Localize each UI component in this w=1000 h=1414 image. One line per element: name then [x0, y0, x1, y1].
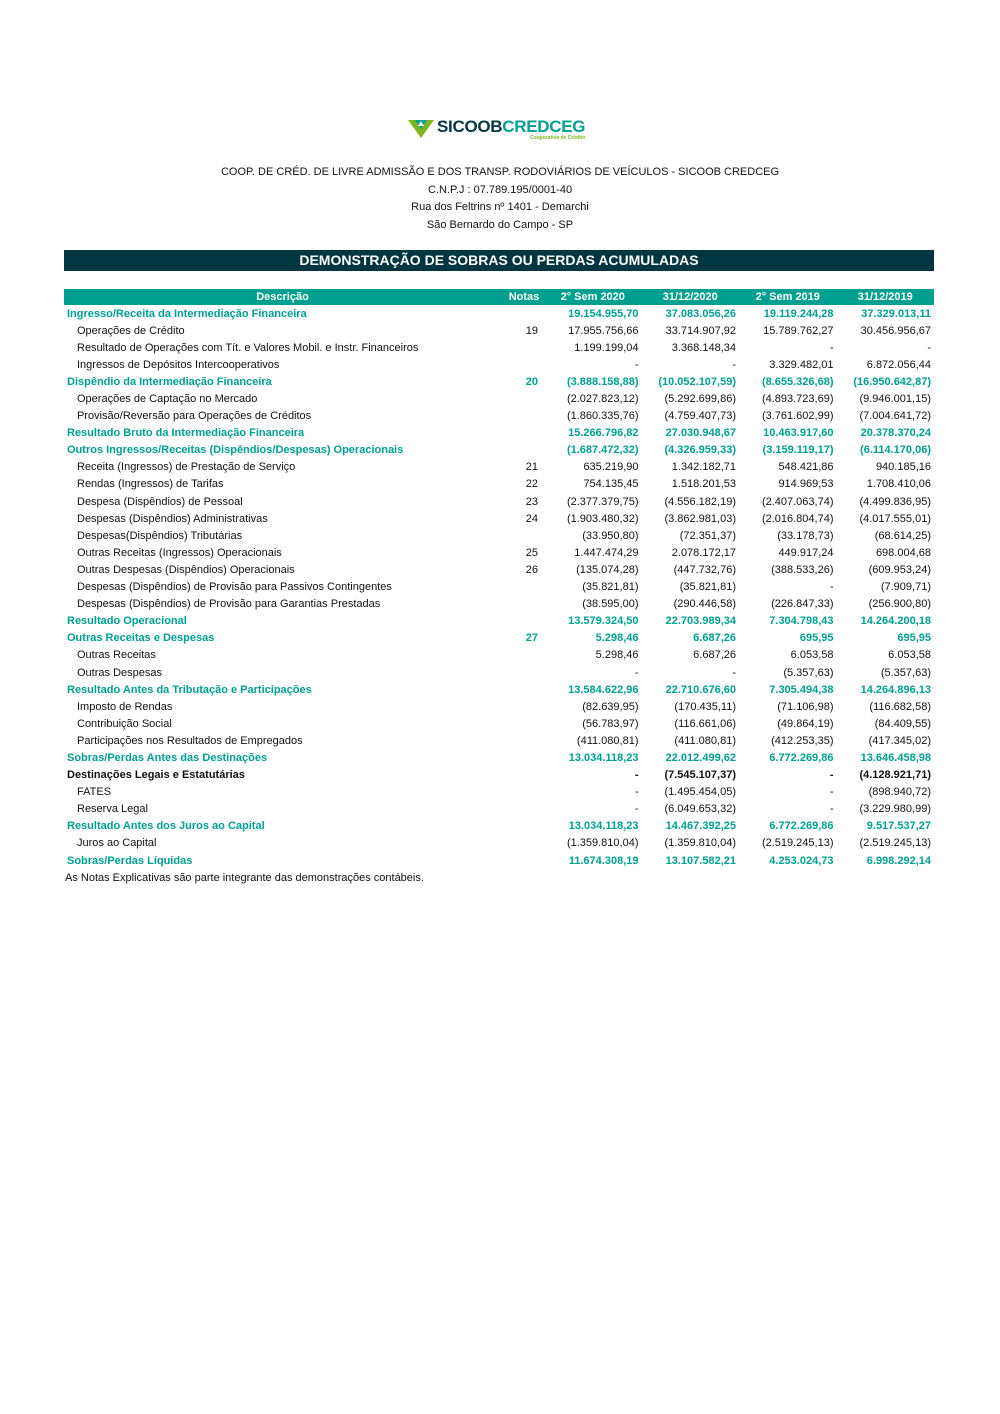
table-row: [64, 664, 934, 681]
value-2sem-2020: 5.298,46: [595, 632, 639, 645]
brand-tagline: Cooperativa de Crédito: [530, 135, 586, 141]
row-notas: 25: [525, 546, 538, 559]
value-2sem-2020: (35.821,81): [582, 581, 639, 594]
value-31-12-2020: 2.078.172,17: [671, 546, 736, 559]
table-row: [64, 442, 934, 459]
value-31-12-2020: 33.714.907,92: [665, 324, 736, 337]
value-2sem-2020: (33.950,80): [582, 529, 639, 542]
value-31-12-2019: (417.345,02): [868, 734, 931, 747]
value-2sem-2020: (3.888.158,88): [566, 375, 639, 388]
value-31-12-2020: 3.368.148,34: [671, 341, 736, 354]
value-2sem-2020: 13.579.324,50: [568, 615, 639, 628]
value-31-12-2019: 37.329.013,11: [861, 307, 931, 320]
table-row: [64, 681, 934, 698]
row-notas: 24: [525, 512, 538, 525]
value-31-12-2020: (4.759.407,73): [664, 410, 736, 423]
value-2sem-2020: -: [634, 769, 639, 782]
value-31-12-2019: (84.409,55): [874, 717, 931, 730]
value-2sem-2019: 4.253.024,73: [769, 854, 834, 867]
table-row: [64, 408, 934, 425]
value-31-12-2020: (411.080,81): [674, 734, 736, 747]
value-31-12-2019: (7.004.641,72): [859, 410, 931, 423]
row-notas: [504, 681, 544, 698]
row-description: Operações de Crédito: [77, 324, 185, 337]
row-notas: [504, 784, 544, 801]
row-notas: 21: [525, 461, 538, 474]
row-description: Sobras/Perdas Líquidas: [67, 854, 193, 867]
value-2sem-2019: 6.772.269,86: [769, 751, 834, 764]
table-row: [64, 339, 934, 356]
value-31-12-2020: 37.083.056,26: [665, 307, 736, 320]
row-description: Reserva Legal: [77, 803, 148, 816]
table-row: [64, 425, 934, 442]
table-row: [64, 459, 934, 476]
row-description: Outras Despesas: [77, 666, 162, 679]
value-2sem-2020: (1.860.335,76): [566, 410, 639, 423]
value-2sem-2019: (3.761.602,99): [761, 410, 834, 423]
value-31-12-2019: 698.004,68: [875, 546, 931, 559]
value-31-12-2020: -: [732, 666, 736, 679]
row-description: Despesa (Dispêndios) de Pessoal: [77, 495, 243, 508]
table-row: [64, 784, 934, 801]
row-notas: 19: [525, 324, 538, 337]
row-description: Provisão/Reversão para Operações de Créditos: [77, 410, 312, 423]
value-31-12-2020: (116.661,06): [674, 717, 736, 730]
footnote: As Notas Explicativas são parte integrante das demonstrações contábeis.: [65, 872, 424, 884]
row-notas: [504, 305, 544, 322]
table-row: [64, 356, 934, 373]
value-31-12-2020: (290.446,58): [673, 598, 736, 611]
value-2sem-2020: 1.447.474,29: [574, 546, 639, 559]
value-2sem-2019: (71.106,98): [777, 700, 834, 713]
row-description: Dispêndio da Intermediação Financeira: [67, 375, 272, 388]
value-2sem-2019: -: [829, 341, 834, 354]
value-31-12-2019: (4.499.836,95): [859, 495, 931, 508]
value-31-12-2020: 22.012.499,62: [665, 751, 736, 764]
row-description: Destinações Legais e Estatutárias: [67, 769, 245, 782]
value-31-12-2019: (68.614,25): [874, 529, 931, 542]
row-notas: [504, 732, 544, 749]
row-description: Despesas(Dispêndios) Tributárias: [77, 529, 243, 542]
organization-cnpj: C.N.P.J : 07.789.195/0001-40: [427, 183, 573, 196]
value-31-12-2019: (4.017.555,01): [859, 512, 931, 525]
value-31-12-2020: 22.710.676,60: [665, 683, 736, 696]
value-31-12-2020: 1.518.201,53: [671, 478, 736, 491]
row-description: Rendas (Ingressos) de Tarifas: [77, 478, 224, 491]
row-notas: [504, 767, 544, 784]
value-31-12-2019: 14.264.896,13: [860, 683, 931, 696]
table-row: [64, 579, 934, 596]
row-notas: 20: [525, 375, 538, 388]
row-description: Imposto de Rendas: [77, 700, 173, 713]
row-description: Ingressos de Depósitos Intercooperativos: [77, 358, 280, 371]
row-description: Resultado Bruto da Intermediação Financeira: [67, 427, 305, 440]
row-description: Outros Ingressos/Receitas (Dispêndios/Despesas) Operacionais: [67, 444, 404, 457]
value-31-12-2019: (4.128.921,71): [859, 769, 931, 782]
column-header-31-12-2020: 31/12/2020: [642, 289, 740, 305]
table-row: [64, 390, 934, 407]
row-description: Contribuição Social: [77, 717, 172, 730]
row-notas: [504, 390, 544, 407]
value-2sem-2019: (33.178,73): [777, 529, 834, 542]
value-2sem-2020: 5.298,46: [595, 649, 639, 662]
row-notas: [504, 749, 544, 766]
value-2sem-2019: 6.053,58: [790, 649, 834, 662]
value-2sem-2020: (2.027.823,12): [566, 393, 639, 406]
row-notas: 26: [525, 563, 538, 576]
value-31-12-2019: (116.682,58): [869, 700, 931, 713]
table-row: [64, 749, 934, 766]
value-31-12-2019: 13.646.458,98: [860, 751, 931, 764]
table-row: [64, 818, 934, 835]
value-31-12-2019: (2.519.245,13): [859, 837, 931, 850]
value-2sem-2019: (2.016.804,74): [761, 512, 834, 525]
row-notas: [504, 425, 544, 442]
row-description: Participações nos Resultados de Empregados: [77, 734, 303, 747]
value-2sem-2020: 11.674.308,19: [568, 854, 639, 867]
sicoob-triangle-icon: [408, 118, 434, 138]
value-31-12-2019: 1.708.410,06: [866, 478, 931, 491]
row-description: Sobras/Perdas Antes das Destinações: [67, 751, 268, 764]
table-row: [64, 698, 934, 715]
value-31-12-2019: (898.940,72): [868, 786, 931, 799]
row-description: Despesas (Dispêndios) de Provisão para Passivos Contingentes: [77, 581, 392, 594]
value-31-12-2019: 6.872.056,44: [866, 358, 931, 371]
row-notas: [504, 835, 544, 852]
value-2sem-2019: (226.847,33): [771, 598, 834, 611]
value-2sem-2019: (4.893.723,69): [761, 393, 834, 406]
value-2sem-2020: 1.199.199,04: [574, 341, 639, 354]
value-2sem-2019: 7.305.494,38: [769, 683, 834, 696]
value-31-12-2020: (72.351,37): [679, 529, 736, 542]
table-row: [64, 322, 934, 339]
value-2sem-2019: 548.421,86: [778, 461, 834, 474]
table-row: [64, 510, 934, 527]
row-description: Resultado Operacional: [67, 615, 187, 628]
row-notas: [504, 356, 544, 373]
value-31-12-2019: (5.357,63): [880, 666, 931, 679]
value-2sem-2020: 19.154.955,70: [568, 307, 639, 320]
value-2sem-2019: -: [829, 803, 834, 816]
row-notas: [504, 408, 544, 425]
table-row: [64, 544, 934, 561]
table-row: [64, 630, 934, 647]
value-2sem-2020: -: [634, 666, 639, 679]
column-header-2sem-2020: 2° Sem 2020: [544, 289, 642, 305]
value-31-12-2019: 14.264.200,18: [860, 615, 931, 628]
value-2sem-2020: (135.074,28): [576, 563, 639, 576]
value-31-12-2020: 1.342.182,71: [671, 461, 736, 474]
value-2sem-2019: (2.519.245,13): [761, 837, 834, 850]
row-notas: [504, 647, 544, 664]
row-description: Despesas (Dispêndios) de Provisão para Garantias Prestadas: [77, 598, 381, 611]
statement-title: DEMONSTRAÇÃO DE SOBRAS OU PERDAS ACUMULADAS: [64, 250, 934, 271]
row-description: Outras Receitas: [77, 649, 156, 662]
row-description: Despesas (Dispêndios) Administrativas: [77, 512, 268, 525]
value-2sem-2019: (49.864,19): [777, 717, 834, 730]
value-2sem-2020: 17.955.756,66: [568, 324, 639, 337]
column-header-31-12-2019: 31/12/2019: [837, 289, 935, 305]
table-row: [64, 527, 934, 544]
value-31-12-2019: (16.950.642,87): [853, 375, 931, 388]
value-31-12-2020: (447.732,76): [673, 563, 736, 576]
value-2sem-2019: 19.119.244,28: [763, 307, 834, 320]
row-notas: [504, 442, 544, 459]
table-row: [64, 613, 934, 630]
value-2sem-2019: 914.969,53: [778, 478, 834, 491]
value-31-12-2019: (7.909,71): [880, 581, 931, 594]
value-31-12-2019: 6.998.292,14: [866, 854, 931, 867]
value-2sem-2020: -: [634, 786, 639, 799]
table-row: [64, 476, 934, 493]
value-31-12-2019: 30.456.956,67: [860, 324, 931, 337]
value-31-12-2020: (1.495.454,05): [664, 786, 736, 799]
value-31-12-2019: (609.953,24): [868, 563, 931, 576]
value-31-12-2020: (7.545.107,37): [664, 769, 736, 782]
value-2sem-2020: (82.639,95): [582, 700, 639, 713]
value-2sem-2019: (388.533,26): [771, 563, 834, 576]
value-31-12-2019: (6.114.170,06): [860, 444, 931, 457]
value-31-12-2019: 695,95: [897, 632, 931, 645]
value-31-12-2020: (6.049.653,32): [664, 803, 736, 816]
value-2sem-2020: 13.034.118,23: [568, 820, 639, 833]
row-notas: [504, 801, 544, 818]
value-2sem-2020: -: [634, 803, 639, 816]
organization-name: COOP. DE CRÉD. DE LIVRE ADMISSÃO E DOS TRANSP. RODOVIÁRIOS DE VEÍCULOS - SICOOB CREDCEG: [220, 166, 780, 178]
value-31-12-2020: (4.326.959,33): [664, 444, 736, 457]
value-31-12-2019: 940.185,16: [875, 461, 931, 474]
value-2sem-2020: 13.584.622,96: [568, 683, 639, 696]
value-2sem-2019: (2.407.063,74): [761, 495, 834, 508]
value-31-12-2019: 9.517.537,27: [866, 820, 931, 833]
row-notas: [504, 579, 544, 596]
value-2sem-2019: 695,95: [799, 632, 834, 645]
brand-name-part1: SICOOB: [437, 117, 503, 136]
table-row: [64, 801, 934, 818]
value-2sem-2019: (8.655.326,68): [761, 375, 834, 388]
value-31-12-2019: 20.378.370,24: [860, 427, 931, 440]
value-2sem-2020: (1.687.472,32): [566, 444, 639, 457]
value-31-12-2020: (5.292.699,86): [664, 393, 736, 406]
value-31-12-2019: 6.053,58: [888, 649, 931, 662]
brand-name: [437, 118, 585, 135]
value-31-12-2019: (9.946.001,15): [859, 393, 931, 406]
value-31-12-2020: 22.703.989,34: [665, 615, 736, 628]
value-31-12-2020: 6.687,26: [693, 649, 736, 662]
row-description: Operações de Captação no Mercado: [77, 393, 258, 406]
value-31-12-2020: -: [732, 358, 736, 371]
sicoob-logo: [408, 118, 598, 148]
table-row: [64, 596, 934, 613]
table-row: [64, 561, 934, 578]
row-notas: [504, 852, 544, 869]
table-row: [64, 732, 934, 749]
column-header-notas: Notas: [504, 289, 544, 305]
value-2sem-2019: 449.917,24: [778, 546, 834, 559]
organization-header: [0, 164, 1000, 234]
value-2sem-2020: (38.595,00): [582, 598, 639, 611]
table-row: [64, 852, 934, 869]
row-notas: [504, 698, 544, 715]
value-2sem-2020: (411.080,81): [576, 734, 639, 747]
value-2sem-2019: 7.304.798,43: [769, 615, 834, 628]
value-2sem-2019: (3.159.119,17): [762, 444, 834, 457]
row-notas: [504, 339, 544, 356]
organization-city: São Bernardo do Campo - SP: [426, 218, 574, 231]
value-2sem-2020: 635.219,90: [583, 461, 639, 474]
row-description: Juros ao Capital: [77, 837, 157, 850]
value-2sem-2019: -: [829, 786, 834, 799]
row-notas: [504, 596, 544, 613]
row-description: Resultado Antes da Tributação e Participações: [67, 683, 312, 696]
value-31-12-2020: (4.556.182,19): [664, 495, 736, 508]
value-31-12-2020: (170.435,11): [674, 700, 736, 713]
value-2sem-2019: -: [829, 769, 834, 782]
value-2sem-2019: 6.772.269,86: [769, 820, 834, 833]
value-31-12-2020: (3.862.981,03): [664, 512, 736, 525]
value-31-12-2019: (3.229.980,99): [859, 803, 931, 816]
value-2sem-2019: (412.253,35): [771, 734, 834, 747]
value-31-12-2020: (1.359.810,04): [664, 837, 736, 850]
table-row: [64, 305, 934, 322]
row-description: Outras Receitas e Despesas: [67, 632, 215, 645]
table-header-row: [64, 289, 934, 305]
value-31-12-2019: (256.900,80): [868, 598, 931, 611]
value-2sem-2020: (56.783,97): [582, 717, 639, 730]
value-2sem-2019: (5.357,63): [783, 666, 834, 679]
value-2sem-2019: -: [829, 581, 834, 594]
table-row: [64, 835, 934, 852]
value-2sem-2019: 10.463.917,60: [763, 427, 834, 440]
value-31-12-2020: 6.687,26: [693, 632, 736, 645]
row-notas: [504, 664, 544, 681]
row-description: Outras Receitas (Ingressos) Operacionais: [77, 546, 282, 559]
value-2sem-2020: 13.034.118,23: [568, 751, 639, 764]
column-header-2sem-2019: 2° Sem 2019: [739, 289, 837, 305]
row-description: Receita (Ingressos) de Prestação de Serviço: [77, 461, 296, 474]
value-2sem-2019: 3.329.482,01: [769, 358, 834, 371]
value-31-12-2020: 13.107.582,21: [665, 854, 736, 867]
column-header-descricao: Descrição: [64, 289, 504, 305]
value-2sem-2020: 754.135,45: [583, 478, 639, 491]
statement-table: [64, 289, 934, 869]
row-notas: 22: [525, 478, 538, 491]
row-notas: [504, 613, 544, 630]
value-31-12-2019: -: [927, 341, 931, 354]
row-description: Ingresso/Receita da Intermediação Financeira: [67, 307, 307, 320]
table-row: [64, 493, 934, 510]
table-row: [64, 767, 934, 784]
row-notas: [504, 527, 544, 544]
value-2sem-2020: -: [634, 358, 639, 371]
row-notas: [504, 818, 544, 835]
row-description: Outras Despesas (Dispêndios) Operacionais: [77, 563, 295, 576]
organization-address: Rua dos Feltrins nº 1401 - Demarchi: [411, 201, 589, 213]
row-notas: 23: [525, 495, 538, 508]
value-2sem-2020: (1.903.480,32): [566, 512, 639, 525]
table-row: [64, 715, 934, 732]
row-description: Resultado de Operações com Tít. e Valores Mobil. e Instr. Financeiros: [77, 341, 419, 354]
value-31-12-2020: 14.467.392,25: [665, 820, 736, 833]
value-2sem-2019: 15.789.762,27: [763, 324, 834, 337]
value-31-12-2020: (10.052.107,59): [658, 375, 736, 388]
value-2sem-2020: (1.359.810,04): [566, 837, 639, 850]
brand-name-part2: CREDCEG: [502, 117, 586, 136]
value-2sem-2020: (2.377.379,75): [566, 495, 639, 508]
row-description: FATES: [77, 786, 112, 799]
table-row: [64, 373, 934, 390]
value-31-12-2020: (35.821,81): [679, 581, 736, 594]
row-notas: 27: [525, 632, 538, 645]
row-description: Resultado Antes dos Juros ao Capital: [67, 820, 265, 833]
value-2sem-2020: 15.266.796,82: [568, 427, 639, 440]
row-notas: [504, 715, 544, 732]
value-31-12-2020: 27.030.948,67: [665, 427, 736, 440]
table-row: [64, 647, 934, 664]
